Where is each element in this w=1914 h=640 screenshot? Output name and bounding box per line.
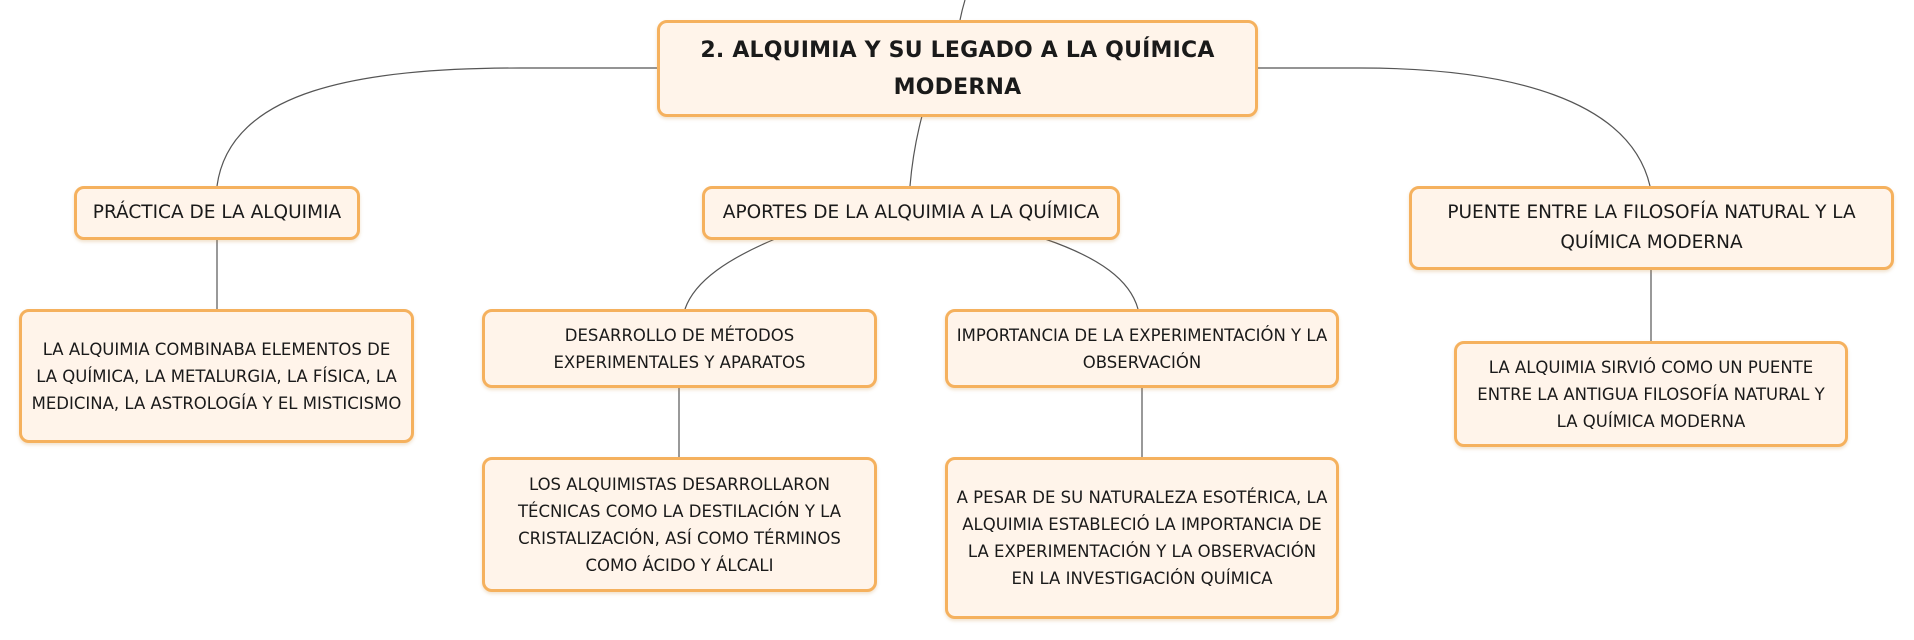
node-puente[interactable] [1409,186,1894,270]
connector-root-to-puente [1257,68,1650,186]
node-practica-label: PRÁCTICA DE LA ALQUIMIA [92,202,342,223]
node-practica[interactable] [74,186,360,240]
node-experimentacion[interactable] [945,309,1339,388]
node-metodos-detail[interactable] [482,457,877,592]
root-node[interactable] [657,20,1258,117]
connector-root-to-practica [217,68,658,186]
connector-root-to-aportes [910,116,922,186]
node-aportes-label: APORTES DE LA ALQUIMIA A LA QUÍMICA [722,202,1100,223]
node-experimentacion-detail-label: A PESAR DE SU NATURALEZA ESOTÉRICA, LA ALQUIMIA ESTABLECIÓ LA IMPORTANCIA DE LA EXPERIMENTACIÓN Y LA OBSERVACIÓN EN LA INVESTIGACIÓN QUÍMICA [956,488,1328,588]
node-practica-detail-label: LA ALQUIMIA COMBINABA ELEMENTOS DE LA QUÍMICA, LA METALURGIA, LA FÍSICA, LA MEDICINA, LA ASTROLOGÍA Y EL MISTICISMO [31,339,402,413]
node-puente-detail-label: LA ALQUIMIA SIRVIÓ COMO UN PUENTE ENTRE LA ANTIGUA FILOSOFÍA NATURAL Y LA QUÍMICA MODERNA [1477,357,1825,431]
node-practica-detail[interactable] [19,309,414,443]
node-puente-detail[interactable] [1454,341,1848,447]
connector-parent-to-root [960,0,965,20]
node-metodos-label: DESARROLLO DE MÉTODOS EXPERIMENTALES Y APARATOS [553,325,806,372]
node-puente-label: PUENTE ENTRE LA FILOSOFÍA NATURAL Y LA QUÍMICA MODERNA [1447,202,1856,253]
connector-aportes-to-experimentacion [1045,239,1138,309]
node-metodos[interactable] [482,309,877,388]
root-node-label: 2. ALQUIMIA Y SU LEGADO A LA QUÍMICA MODERNA [700,37,1215,100]
node-experimentacion-label: IMPORTANCIA DE LA EXPERIMENTACIÓN Y LA OBSERVACIÓN [956,325,1328,372]
connector-aportes-to-metodos [685,239,775,309]
node-metodos-detail-label: LOS ALQUIMISTAS DESARROLLARON TÉCNICAS COMO LA DESTILACIÓN Y LA CRISTALIZACIÓN, ASÍ COMO TÉRMINOS COMO ÁCIDO Y ÁLCALI [517,474,842,575]
node-experimentacion-detail[interactable] [945,457,1339,619]
node-aportes[interactable] [702,186,1120,240]
